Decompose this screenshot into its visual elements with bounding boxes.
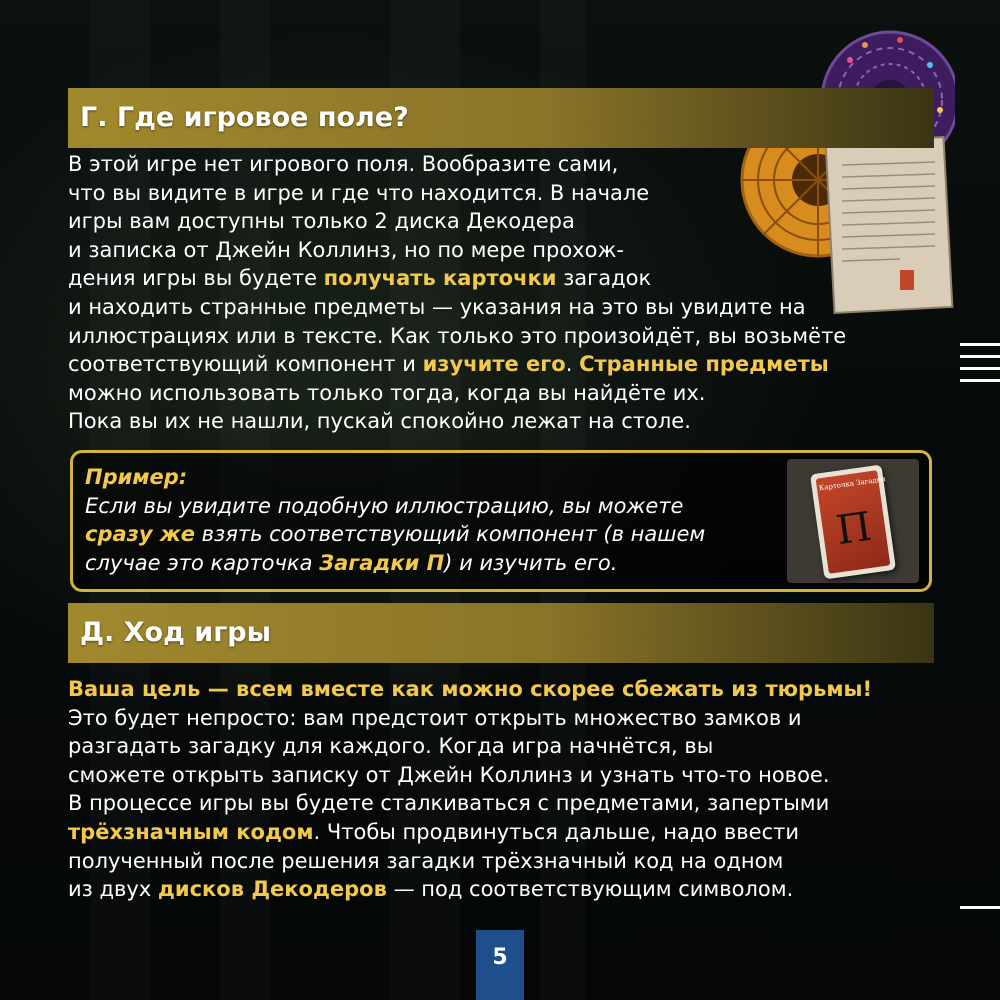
page-number-badge	[476, 930, 524, 1000]
text-line	[68, 818, 872, 847]
section-d-body	[68, 675, 872, 904]
text-segment: разгадать загадку для каждого. Когда игра начнётся, вы	[68, 734, 714, 759]
text-segment: иллюстрациях или в тексте. Как только это произойдёт, вы возьмёте	[68, 323, 847, 348]
text-line	[68, 379, 846, 408]
riddle-card-title: Карточка Загадки	[818, 475, 887, 493]
highlight-text: сразу же	[85, 522, 195, 546]
text-segment: из двух	[68, 877, 158, 902]
text-segment: и записка от Джейн Коллинз, но по мере прохож-	[68, 237, 624, 262]
text-segment: Пока вы их не нашли, пускай спокойно лежат на столе.	[68, 409, 691, 434]
text-line	[68, 847, 872, 876]
text-segment: ) и изучить его.	[444, 550, 618, 575]
section-d-title: Д. Ход игры	[80, 617, 272, 648]
text-line	[68, 704, 872, 733]
text-segment: .	[565, 352, 580, 377]
text-segment: . Чтобы продвинуться дальше, надо ввести	[313, 819, 800, 844]
text-segment: дения игры вы будете	[68, 266, 324, 291]
text-line	[85, 492, 705, 521]
text-line	[68, 675, 872, 704]
text-segment: можно использовать только тогда, когда вы найдёте их.	[68, 380, 706, 405]
text-segment: В процессе игры вы будете сталкиваться с предметами, запертыми	[68, 791, 830, 816]
section-g-body	[68, 150, 846, 436]
text-line	[68, 761, 872, 790]
text-line	[68, 875, 872, 904]
highlight-text: Загадки П	[319, 550, 445, 575]
margin-line-bottom	[960, 906, 1000, 918]
text-segment: полученный после решения загадки трёхзначный код на одном	[68, 848, 784, 873]
text-line	[68, 264, 846, 293]
text-segment: взять соответствующий компонент (в нашем	[195, 522, 706, 546]
text-segment: сможете открыть записку от Джейн Коллинз и узнать что-то новое.	[68, 762, 830, 787]
text-segment: игры вам доступны только 2 диска Декодера	[68, 209, 575, 234]
page-number: 5	[492, 945, 508, 970]
text-line	[68, 322, 846, 351]
section-g-header	[68, 88, 934, 148]
highlight-text: получать карточки	[323, 266, 557, 291]
text-line	[68, 150, 846, 179]
text-line	[68, 407, 846, 436]
riddle-card	[810, 465, 896, 580]
text-line	[68, 732, 872, 761]
text-segment: загадок	[556, 266, 652, 291]
example-box	[70, 450, 932, 592]
text-segment: — под соответствующим символом.	[386, 877, 794, 902]
text-line	[85, 520, 705, 549]
highlight-text: трёхзначным кодом	[68, 819, 314, 844]
highlight-text: Странные предметы	[579, 352, 829, 377]
riddle-card-letter: П	[833, 503, 875, 555]
example-card-photo	[787, 459, 919, 583]
text-line	[85, 549, 705, 578]
text-segment: и находить странные предметы — указания на это вы увидите на	[68, 294, 806, 319]
text-line	[68, 789, 872, 818]
text-segment: соответствующий компонент и	[68, 352, 423, 377]
text-line	[68, 207, 846, 236]
highlight-text: изучите его	[422, 352, 566, 377]
text-segment: Если вы увидите подобную иллюстрацию, вы можете	[85, 493, 684, 518]
text-segment: Это будет непросто: вам предстоит открыть множество замков и	[68, 705, 802, 730]
text-line	[68, 236, 846, 265]
text-segment: что вы видите в игре и где что находится. В начале	[68, 180, 650, 205]
text-line	[68, 350, 846, 379]
example-body	[85, 492, 705, 578]
section-d-header	[68, 603, 934, 663]
example-title: Пример:	[85, 465, 188, 489]
highlight-text: Ваша цель — всем вместе как можно скорее сбежать из тюрьмы!	[68, 677, 873, 701]
text-segment: В этой игре нет игрового поля. Вообразите сами,	[68, 152, 619, 176]
text-segment: случае это карточка	[85, 550, 320, 575]
section-g-title: Г. Где игровое поле?	[80, 102, 409, 133]
highlight-text: дисков Декодеров	[157, 877, 387, 902]
text-line	[68, 293, 846, 322]
margin-lines-top	[960, 343, 1000, 391]
text-line	[68, 179, 846, 208]
